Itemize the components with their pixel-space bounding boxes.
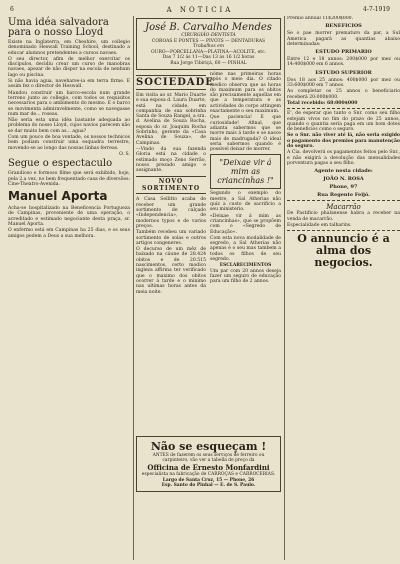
column-2-split: [136, 72, 281, 295]
article-paragraph: E', de esperar que tanto o Snr. como seu filho estejam vivos no fim do prazo de 25 annos, quando o quantia sería paga em um bom dotes de beneficios como o seguro.: [287, 111, 400, 133]
divider: [287, 200, 400, 201]
article-paragraph: Grandioso e formoso filme que será exhibido, hoje, pela 2.a vez, no bem frequentado casa de diversões: Cine-Theatro-Avenida.: [8, 171, 130, 187]
dentist-name: José B. Carvalho Mendes: [145, 22, 272, 33]
article-paragraph: «Deixae vir á mim as criancinhas», que se propõem com o «Segredo de Educação».: [210, 213, 281, 235]
article-headline: Uma idéa salvadora para o nosso Lloyd: [8, 17, 109, 38]
newspaper-title: A NOTICIA: [166, 6, 234, 14]
column-rule: [133, 16, 134, 560]
article-paragraph: Existe na Inglaterra, em Cheshire, um collegio denominado Heswall Training School, destinado a educar alumnos pretendentes a cursos navaes.: [8, 40, 130, 56]
article-paragraph: Premio annual 11$200$000.: [287, 16, 354, 21]
section-heading: NOVO SORTIMENTO: [136, 176, 206, 194]
agent-name: JOÃO N. ROSA: [323, 176, 364, 183]
article-paragraph: —Vindo da sua fazenda Gloria está na cidade o estimado moço Zeno Serrão, nosso prezado amigo e assignante.: [136, 146, 206, 174]
section-heading: BENEFICIOS: [325, 23, 362, 30]
article-paragraph: Especialidade em talharins.: [287, 222, 352, 228]
article-paragraph: O seu director, afim de melhor exercitar os discipulos, decidiu crear um curso de manobras navaes, apezar de não dispor na escola de nenhum lago ou piscina.: [8, 56, 130, 78]
article-paragraph: Si não havia agua, naveharse-ia em terra firme. E assim fez o director de Heswall.: [8, 79, 130, 90]
column-2: [136, 16, 281, 560]
article-paragraph: O enfermo está em Campinas ha 25 dias, e os seus amigos pedem a Deus a sua melhora.: [8, 228, 130, 239]
article-headline: Manuel Aporta: [8, 189, 108, 204]
article-paragraph: Um par com 20 annos deseja fazer um seguro de educação para um filho de 2 annos.: [210, 268, 281, 285]
article-paragraph: Entre 12 e 18 annos: 200$000 por mez ou 14:400$000 em 6 annos.: [287, 57, 400, 68]
article-paragraph: Mandou construir um barco-escola num grande terreno junto ao collegio, com todos os requisitos necessarios para o ambimento do mesmo. E o barco se movimenta admiravelmente, como se navegasse num mar de... roseas.: [8, 90, 130, 117]
page-number: 6: [10, 6, 14, 13]
section-heading: SOCIEDADE: [136, 77, 214, 88]
article-paragraph: Também recebeu um variado sortimento de solas e outros artigos congeneres.: [136, 230, 206, 246]
ad-text: ANTES de fazerem os seus serviços de ferreiro ou carpinteiro, vão ver a tabella de preço da: [152, 453, 265, 464]
section-heading: Macarrão: [326, 203, 361, 212]
article-headline: Segue o espectaculo: [8, 158, 113, 170]
column-2-right: [210, 72, 281, 285]
ad-address: Esp. Santo do Pinhal — E. de S. Paulo.: [161, 482, 256, 488]
agent-street: Rua Regente Feijó.: [317, 192, 370, 199]
article-paragraph: Não seria esta uma idéa bastante adequada ao problema do nosso Lloyd, cujos navios parecem não se dar muito bem com as... agua?: [8, 118, 130, 134]
column-3: [287, 16, 400, 560]
article-paragraph: Ao completar os 25 annos o beneficiario receberá 20:000$000.: [287, 89, 400, 100]
article-paragraph: Com esta nova modalidade de segredo, a Sal Atherias não apenas é o seu mas tambem a todos os filhos de seu segredo.: [210, 235, 281, 263]
agent-phone: Phone, 97: [329, 184, 358, 191]
dentist-address: Rua Jorge Tibiriçá, 60 — PINHAL: [170, 60, 247, 66]
article-paragraph: nóme nas primeiras horas após o meio dia. O citado medico observa que as horas do maximum para os obitos são precisamente aquellas em que a temperatura e as actividades do corpo attingem exactamente o seu maximum.: [210, 72, 281, 115]
divider: [287, 108, 400, 109]
article-signature: O. S.: [119, 151, 130, 157]
ad-text: especialista na fabricação de CARROÇAS e CARROCERIAS.: [141, 472, 276, 478]
dentist-materials: OURO—PORCELLANA—PLATINA—ACOLITE, etc.: [150, 49, 266, 55]
total-amount: Total recebido: 68:000$000: [287, 100, 358, 106]
article-paragraph: Dos 18 aos 25 annos: 400$000 por mez ou 33:600$000 em 7 annos.: [287, 77, 400, 89]
dentist-title: CIRURGIÃO-DENTISTA: [181, 33, 236, 38]
column-rule: [284, 16, 285, 560]
agent-label: Agente nesta cidade:: [314, 168, 373, 175]
ad-title: Não se esqueçam !: [150, 440, 267, 453]
ad-address: Largo de Santa Cruz, 15 — Phone, 26: [162, 477, 255, 483]
article-paragraph: Que paciencia! E que curiosidade! Afinal, que adianta sabermos que se morre mais á tarde e se nasce mais de madrugada? O ideal seria sabermos quando é possivel deixar de morrer.: [210, 115, 281, 153]
ad-company: Officina de Ernesto Monfardini: [147, 463, 270, 473]
article-paragraph: Com um pouco de boa vontade, os nossos technicos bem podiam construir uma esquadra terrestre, movendo-se ao longo das nossas linhas ferreas.: [8, 135, 130, 151]
dentist-services: COROAS E PONTES — PIVOTS — DENTADURAS: [151, 38, 266, 44]
dentist-hours: Das 7 1/2 ás 11—Das 13 ás 16 1/2 horas: [162, 55, 255, 60]
article-paragraph: Acha-se hospitalizado na Beneficencia Portugueza de Campinas, proveniente de uma operação, o acreditado e estimado negociante desta praça, sr. Manuel Aporta.: [8, 206, 130, 228]
column-2-left: [136, 72, 214, 296]
article-paragraph: Se o pae morrer prematuro da par, a Sul America pagará as quantias abaixo determinadas:: [287, 31, 400, 47]
section-heading: ESTUDO SUPERIOR: [315, 69, 372, 76]
article-paragraph: Se o Snr. não viver até lá, não seria exigido o pagamento dos premios para manutenção do seguro.: [287, 133, 400, 150]
article-paragraph: A Cia. devolverá os pagamentos feitos pelo Snr., e não exigirá a devolução das mensalidades porventura pagas a seu filho.: [287, 150, 400, 166]
dentist-work-label: Trabalhos em: [192, 44, 225, 49]
article-paragraph: De Pastificio phalanense habra a receber na venda de macarrão.: [287, 211, 400, 222]
slogan: O annuncio é a alma dos negocios.: [297, 232, 390, 270]
column-1: [8, 16, 130, 560]
issue-date: 4-7-1919: [363, 6, 390, 13]
blacksmith-ad: [136, 436, 281, 492]
article-paragraph: Em visita ao sr. Mario Duarte e sua esposa d. Laura Duarte, está na cidade, em companhia de sua sobrinha Santa de Souza Rangel, a sra. d. Avelina de Souza Rocha, esposa do sr. Joaquim Rocha Sobrinho, gerente da «Casa Avelina de Souza», de Campinas.: [136, 93, 206, 146]
section-heading: ESTUDO PRIMARIO: [315, 49, 372, 56]
article-paragraph: Segundo o exemplo do mestre, a Sal Atherias não quiz a custo de sacrificio a seu ministerio.: [210, 191, 281, 213]
section-heading: ESCLARECIMENTOS: [219, 263, 272, 269]
divider: [287, 230, 400, 231]
article-paragraph: O decurso de um mêz de baixado na cáune de 28.424 obitos e de 20.515 nascimentos, certo modico ingleza affirma ter verificado que o maximo dos obitos ocorrer á tarde e o minimo nas ultimas horas antes da meia noite.: [136, 247, 206, 295]
article-paragraph: A Casa Sellitto acaba de receber um grande sortimento de calçado «Independencia», de modernos typos e de varios preços.: [136, 197, 206, 229]
article-headline: "Deixae vir á mim as criancinhas !": [210, 154, 281, 189]
dentist-ad: [136, 18, 281, 70]
